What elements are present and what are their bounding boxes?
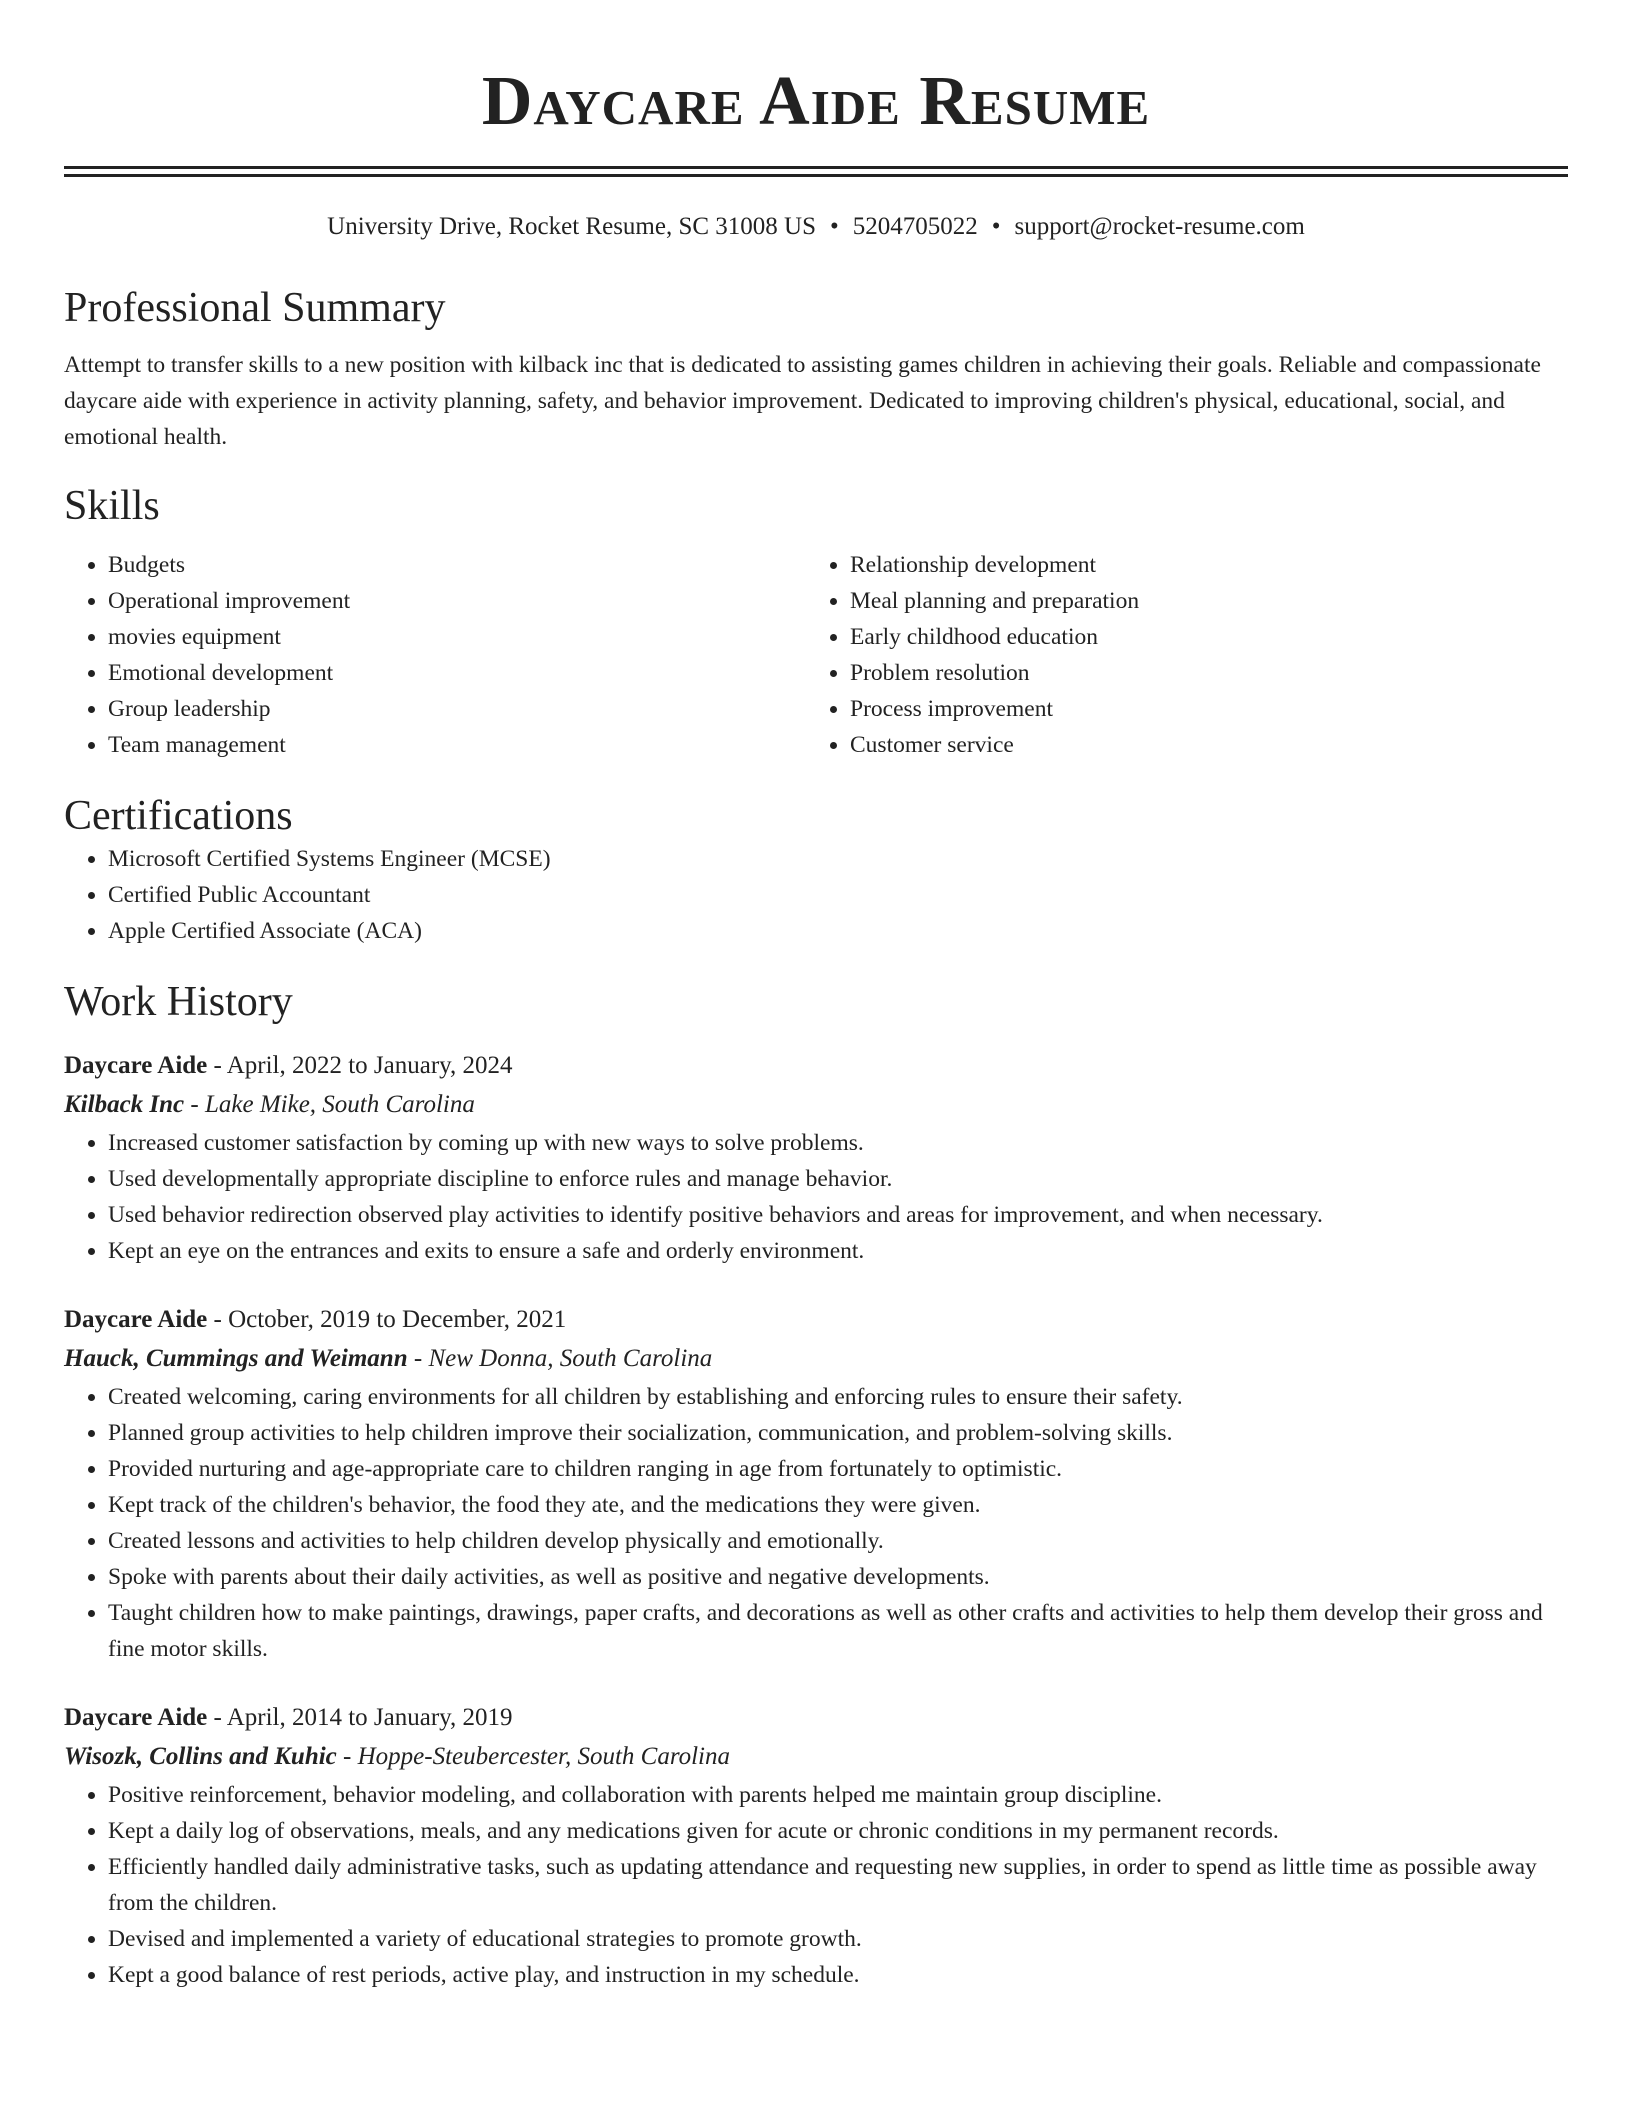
contact-address: University Drive, Rocket Resume, SC 31008 US	[327, 213, 817, 240]
skill-item: • Operational improvement	[108, 583, 806, 619]
title-divider	[64, 166, 1568, 177]
job-title: Daycare Aide	[64, 1052, 208, 1079]
skills-right-list	[806, 547, 1548, 763]
summary-text: Attempt to transfer skills to a new position with kilback inc that is dedicated to assisting games children in achieving their goals. Reliable and compassionate daycare aide with experience in activity planning, safety, and behavior improvement. Dedicated to improving children's physical, educational, social, and emotional health.	[64, 352, 1541, 450]
skills-right-column	[806, 547, 1548, 763]
job-bullet: • Kept a daily log of observations, meals, and any medications given for acute or chronic conditions in my permanent records.	[108, 1813, 1568, 1849]
job-bullet: • Created lessons and activities to help children develop physically and emotionally.	[108, 1523, 1568, 1559]
job-dates: - October, 2019 to December, 2021	[207, 1306, 567, 1333]
skills-left-column	[64, 547, 806, 763]
skill-item: • Process improvement	[850, 691, 1548, 727]
job-bullet: • Kept track of the children's behavior, the food they ate, and the medications they were given.	[108, 1487, 1568, 1523]
certification-item: • Certified Public Accountant	[108, 877, 1568, 913]
job-title-line	[64, 1699, 1568, 1737]
certifications-heading: Certifications	[64, 793, 293, 839]
certifications-list	[64, 841, 1568, 949]
skills-heading: Skills	[64, 483, 160, 529]
job-title-line	[64, 1301, 1568, 1339]
resume-title: Daycare Aide Resume	[481, 63, 1151, 140]
job-company-line	[64, 1737, 1568, 1777]
job-location: - New Donna, South Carolina	[407, 1345, 713, 1372]
job-bullet: • Provided nurturing and age-appropriate care to children ranging in age from fortunately to optimistic.	[108, 1451, 1568, 1487]
skill-item: • Problem resolution	[850, 655, 1548, 691]
job-bullet: • Used behavior redirection observed play activities to identify positive behaviors and areas for improvement, and when necessary.	[108, 1197, 1568, 1233]
skills-left-list	[64, 547, 806, 763]
job-bullet: • Used developmentally appropriate discipline to enforce rules and manage behavior.	[108, 1161, 1568, 1197]
skill-item: • movies equipment	[108, 619, 806, 655]
job-bullet-list	[64, 1125, 1568, 1269]
job-bullet: • Planned group activities to help children improve their socialization, communication, and problem-solving skills.	[108, 1415, 1568, 1451]
skill-item: • Early childhood education	[850, 619, 1548, 655]
contact-email: support@rocket-resume.com	[1014, 213, 1305, 240]
certification-item: • Microsoft Certified Systems Engineer (MCSE)	[108, 841, 1568, 877]
certification-item: • Apple Certified Associate (ACA)	[108, 913, 1568, 949]
job-dates: - April, 2014 to January, 2019	[207, 1704, 513, 1731]
skill-item: • Emotional development	[108, 655, 806, 691]
job-title: Daycare Aide	[64, 1704, 208, 1731]
work-history-heading: Work History	[64, 979, 293, 1025]
job-title-line	[64, 1047, 1568, 1085]
contact-line	[64, 211, 1568, 243]
skill-item: • Team management	[108, 727, 806, 763]
job-company: Hauck, Cummings and Weimann	[64, 1345, 408, 1372]
job-entry	[64, 1301, 1568, 1667]
skills-columns	[64, 547, 1568, 763]
skill-item: • Budgets	[108, 547, 806, 583]
job-entry	[64, 1699, 1568, 1993]
skill-item: • Group leadership	[108, 691, 806, 727]
job-bullet: • Increased customer satisfaction by coming up with new ways to solve problems.	[108, 1125, 1568, 1161]
skill-item: • Meal planning and preparation	[850, 583, 1548, 619]
job-title: Daycare Aide	[64, 1306, 208, 1333]
skill-item: • Customer service	[850, 727, 1548, 763]
contact-separator: •	[830, 213, 839, 240]
skill-item: • Relationship development	[850, 547, 1548, 583]
job-company-line	[64, 1339, 1568, 1379]
job-dates: - April, 2022 to January, 2024	[207, 1052, 513, 1079]
job-bullet-list	[64, 1777, 1568, 1993]
contact-separator: •	[991, 213, 1001, 240]
job-bullet: • Taught children how to make paintings, drawings, paper crafts, and decorations as well as other crafts and activities to help them develop their gross and fine motor skills.	[108, 1595, 1568, 1667]
job-bullet: • Positive reinforcement, behavior modeling, and collaboration with parents helped me maintain group discipline.	[108, 1777, 1568, 1813]
job-company: Wisozk, Collins and Kuhic	[64, 1743, 337, 1770]
job-bullet: • Devised and implemented a variety of educational strategies to promote growth.	[108, 1921, 1568, 1957]
job-company-line	[64, 1085, 1568, 1125]
job-location: - Hoppe-Steubercester, South Carolina	[336, 1743, 731, 1770]
job-bullet: • Kept an eye on the entrances and exits to ensure a safe and orderly environment.	[108, 1233, 1568, 1269]
job-bullet: • Efficiently handled daily administrative tasks, such as updating attendance and requesting new supplies, in order to spend as little time as possible away from the children.	[108, 1849, 1568, 1921]
job-company: Kilback Inc	[64, 1091, 185, 1118]
job-bullet-list	[64, 1379, 1568, 1667]
job-bullet: • Created welcoming, caring environments for all children by establishing and enforcing rules to ensure their safety.	[108, 1379, 1568, 1415]
job-bullet: • Kept a good balance of rest periods, active play, and instruction in my schedule.	[108, 1957, 1568, 1993]
job-location: - Lake Mike, South Carolina	[184, 1091, 475, 1118]
job-entry	[64, 1047, 1568, 1269]
job-bullet: • Spoke with parents about their daily activities, as well as positive and negative developments.	[108, 1559, 1568, 1595]
summary-heading: Professional Summary	[64, 285, 446, 331]
contact-phone: 5204705022	[852, 213, 978, 240]
